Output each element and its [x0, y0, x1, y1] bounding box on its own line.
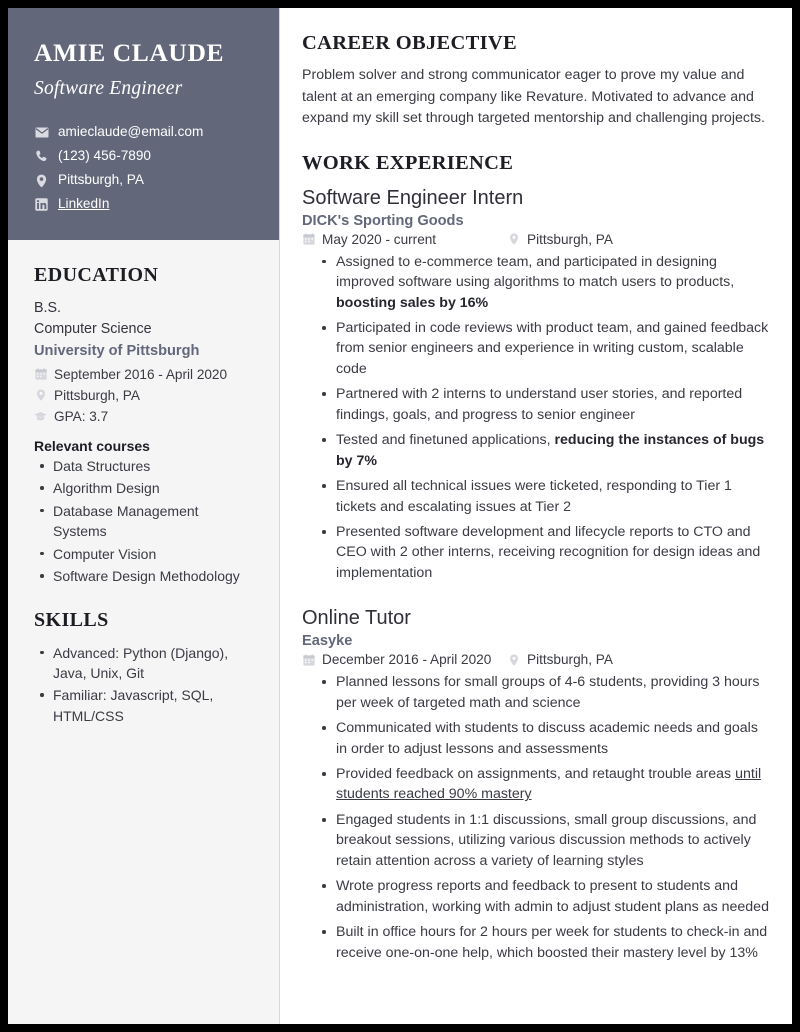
list-item	[318, 922, 770, 963]
contact-list	[34, 125, 253, 212]
list-item	[318, 876, 770, 917]
map-pin-icon	[507, 654, 520, 666]
map-pin-icon	[34, 174, 49, 188]
bullet-text: Participated in code reviews with product team, and gained feedback from senior engineers and experience in writing custom, scalable code	[336, 320, 769, 377]
education-gpa	[34, 406, 253, 427]
skills-section	[34, 609, 253, 727]
list-item	[318, 672, 770, 713]
job-location	[507, 232, 613, 247]
calendar-icon	[302, 233, 315, 245]
work-experience-section	[302, 152, 770, 963]
page-title: AMIE CLAUDE	[34, 38, 225, 67]
bullet-text: Partnered with 2 interns to understand user stories, and reported findings, goals, and progress to senior engineer	[336, 386, 743, 423]
list-item	[318, 764, 770, 805]
bullet-text: Tested and finetuned applications,	[336, 432, 555, 449]
list-item: Data Structures	[36, 456, 253, 476]
calendar-icon	[34, 368, 47, 380]
list-item	[318, 476, 770, 517]
job-dates-text: May 2020 - current	[322, 231, 437, 247]
education-gpa-text: GPA: 3.7	[54, 408, 109, 424]
list-item	[318, 718, 770, 759]
contact-phone-text: (123) 456-7890	[58, 148, 151, 164]
list-item	[318, 522, 770, 583]
bullet-text: Ensured all technical issues were ticketed, responding to Tier 1 tickets and escalating issues at Tier 2	[336, 478, 732, 515]
education-degree: B.S.	[34, 300, 62, 316]
job-dates	[302, 652, 507, 667]
contact-email-text: amieclaude@email.com	[58, 124, 204, 140]
list-item	[318, 810, 770, 871]
education-section	[34, 264, 253, 587]
list-item: Database Management Systems	[36, 501, 253, 542]
list-item: Advanced: Python (Django), Java, Unix, Git	[36, 643, 253, 684]
job-title-subtitle: Software Engineer	[34, 78, 183, 100]
education-location	[34, 385, 253, 406]
contact-item-linkedin[interactable]	[34, 197, 253, 212]
job-location-text: Pittsburgh, PA	[527, 652, 613, 668]
education-dates-text: September 2016 - April 2020	[54, 366, 228, 382]
list-item	[318, 430, 770, 471]
job-entry	[302, 605, 770, 963]
job-role: Online Tutor	[302, 607, 411, 630]
bullet-text: Communicated with students to discuss academic needs and goals in order to adjust lessons and assessments	[336, 720, 758, 757]
job-dates-text: December 2016 - April 2020	[322, 652, 492, 668]
skills-list	[36, 643, 253, 727]
job-company: DICK's Sporting Goods	[302, 212, 464, 229]
calendar-icon	[302, 654, 315, 666]
list-item	[318, 252, 770, 313]
education-heading: EDUCATION	[34, 264, 159, 286]
job-meta	[302, 232, 770, 247]
contact-item-location	[34, 173, 253, 188]
bullet-text: Assigned to e-commerce team, and participated in designing improved software using algorithms to match users to products,	[336, 253, 735, 291]
resume-page	[8, 8, 792, 1024]
contact-item-email[interactable]	[34, 125, 253, 140]
job-entry	[302, 185, 770, 584]
sidebar	[8, 8, 280, 1024]
bullet-text: Engaged students in 1:1 discussions, small group discussions, and breakout sessions, utilizing various discussion methods to actively retain attention across a variety of learning styles	[336, 811, 757, 869]
sidebar-body	[8, 240, 279, 768]
graduation-cap-icon	[34, 411, 47, 422]
bullet-text: Built in office hours for 2 hours per week for students to check-in and receive one-on-one help, which boosted their mastery level by 13%	[336, 924, 768, 961]
map-pin-icon	[34, 389, 47, 401]
job-company: Easyke	[302, 633, 353, 650]
linkedin-icon	[34, 198, 49, 211]
job-dates	[302, 232, 507, 247]
bullet-emphasis: reducing the instances of bugs by 7%	[336, 432, 765, 469]
job-location	[507, 652, 613, 667]
list-item: Computer Vision	[36, 544, 253, 564]
map-pin-icon	[507, 233, 520, 245]
career-objective-section	[302, 32, 770, 130]
bullet-text: Presented software development and lifecycle reports to CTO and CEO with 2 other interns, receiving recognition for design ideas and implementation	[336, 523, 761, 581]
education-dates	[34, 364, 253, 385]
bullet-text: Planned lessons for small groups of 4-6 students, providing 3 hours per week of targeted math and science	[336, 674, 760, 711]
list-item	[318, 318, 770, 379]
job-role: Software Engineer Intern	[302, 186, 524, 209]
list-item: Familiar: Javascript, SQL, HTML/CSS	[36, 685, 253, 726]
bullet-text: Wrote progress reports and feedback to present to students and administration, working with admin to adjust student plans as needed	[336, 878, 769, 915]
main-column	[280, 8, 792, 1024]
phone-icon	[34, 150, 49, 163]
list-item: Software Design Methodology	[36, 566, 253, 586]
list-item	[318, 384, 770, 425]
contact-item-phone[interactable]	[34, 149, 253, 164]
career-objective-heading: CAREER OBJECTIVE	[302, 32, 517, 54]
work-experience-heading: WORK EXPERIENCE	[302, 151, 514, 174]
sidebar-header	[8, 8, 279, 240]
bullet-text: Provided feedback on assignments, and retaught trouble areas	[336, 766, 736, 783]
bullet-emphasis: boosting sales by 16%	[336, 294, 489, 311]
job-bullets-list	[318, 672, 770, 963]
envelope-icon	[34, 127, 49, 138]
bullet-underline: until students reached 90% mastery	[336, 766, 762, 803]
education-school: University of Pittsburgh	[34, 342, 200, 359]
career-objective-text: Problem solver and strong communicator eager to prove my value and talent at an emerging company like Revature. Motivated to advance and expand my skill set through targeted mentorship and challenging projects.	[302, 67, 765, 127]
job-bullets-list	[318, 252, 770, 584]
job-meta	[302, 652, 770, 667]
education-location-text: Pittsburgh, PA	[54, 387, 140, 403]
contact-linkedin-link[interactable]: LinkedIn	[58, 196, 110, 212]
list-item: Algorithm Design	[36, 478, 253, 498]
relevant-courses-list	[36, 456, 253, 587]
relevant-courses-heading: Relevant courses	[34, 437, 150, 454]
job-location-text: Pittsburgh, PA	[527, 231, 613, 247]
skills-heading: SKILLS	[34, 608, 109, 631]
contact-location-text: Pittsburgh, PA	[58, 172, 144, 188]
education-field: Computer Science	[34, 321, 152, 338]
